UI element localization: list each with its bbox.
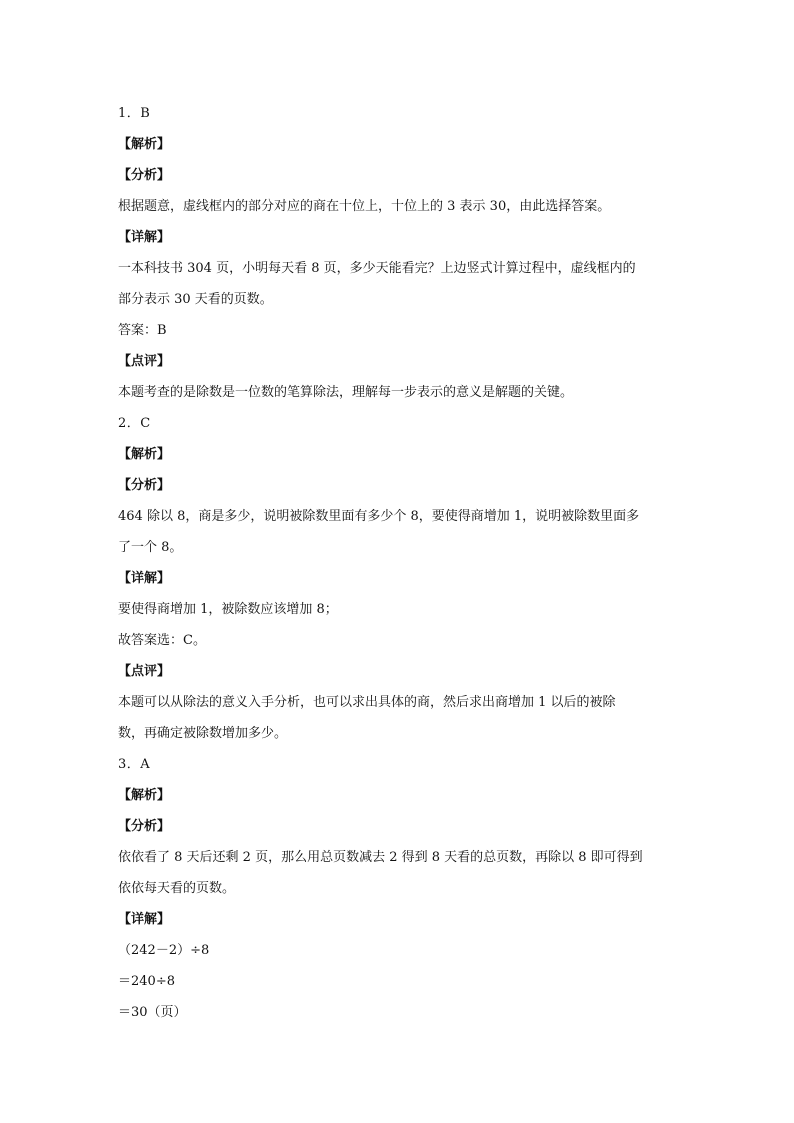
- analysis-text-3a: 依依看了 8 天后还剩 2 页，那么用总页数减去 2 得到 8 天看的总页数，再除以 8 即可得到: [118, 850, 643, 865]
- jiexi-heading-2: 【解析】: [118, 447, 171, 462]
- fenxi-heading-2: 【分析】: [118, 478, 171, 493]
- question-3-answer: 3．A: [118, 757, 151, 772]
- comment-text-2b: 数，再确定被除数增加多少。: [118, 726, 288, 741]
- jiexi-heading-1: 【解析】: [118, 137, 171, 152]
- xiangjie-heading-1: 【详解】: [118, 230, 171, 245]
- question-1-answer: 1．B: [118, 106, 151, 121]
- dianping-heading-1: 【点评】: [118, 354, 171, 369]
- answer-text-2: 故答案选：C。: [118, 633, 206, 648]
- answer-text-1: 答案：B: [118, 323, 167, 338]
- dianping-heading-2: 【点评】: [118, 664, 171, 679]
- xiangjie-heading-2: 【详解】: [118, 571, 171, 586]
- equation-line-2: ＝240÷8: [118, 974, 175, 989]
- detail-text-1b: 部分表示 30 天看的页数。: [118, 292, 273, 307]
- equation-line-1: （242－2）÷8: [118, 943, 210, 958]
- comment-text-2a: 本题可以从除法的意义入手分析，也可以求出具体的商，然后求出商增加 1 以后的被除: [118, 695, 616, 710]
- analysis-text-2b: 了一个 8。: [118, 540, 183, 555]
- analysis-text-2a: 464 除以 8，商是多少，说明被除数里面有多少个 8，要使得商增加 1，说明被除数里面多: [118, 509, 640, 524]
- equation-line-3: ＝30（页）: [118, 1005, 187, 1020]
- question-2-answer: 2．C: [118, 416, 151, 431]
- xiangjie-heading-3: 【详解】: [118, 912, 171, 927]
- answer-document: [118, 98, 678, 1028]
- jiexi-heading-3: 【解析】: [118, 788, 171, 803]
- analysis-text-1: 根据题意，虚线框内的部分对应的商在十位上，十位上的 3 表示 30，由此选择答案。: [118, 199, 611, 214]
- analysis-text-3b: 依依每天看的页数。: [118, 881, 236, 896]
- fenxi-heading-1: 【分析】: [118, 168, 171, 183]
- detail-text-1a: 一本科技书 304 页，小明每天看 8 页，多少天能看完？上边竖式计算过程中，虚线框内的: [118, 261, 636, 276]
- comment-text-1: 本题考查的是除数是一位数的笔算除法，理解每一步表示的意义是解题的关键。: [118, 385, 574, 400]
- fenxi-heading-3: 【分析】: [118, 819, 171, 834]
- detail-text-2: 要使得商增加 1，被除数应该增加 8；: [118, 602, 338, 617]
